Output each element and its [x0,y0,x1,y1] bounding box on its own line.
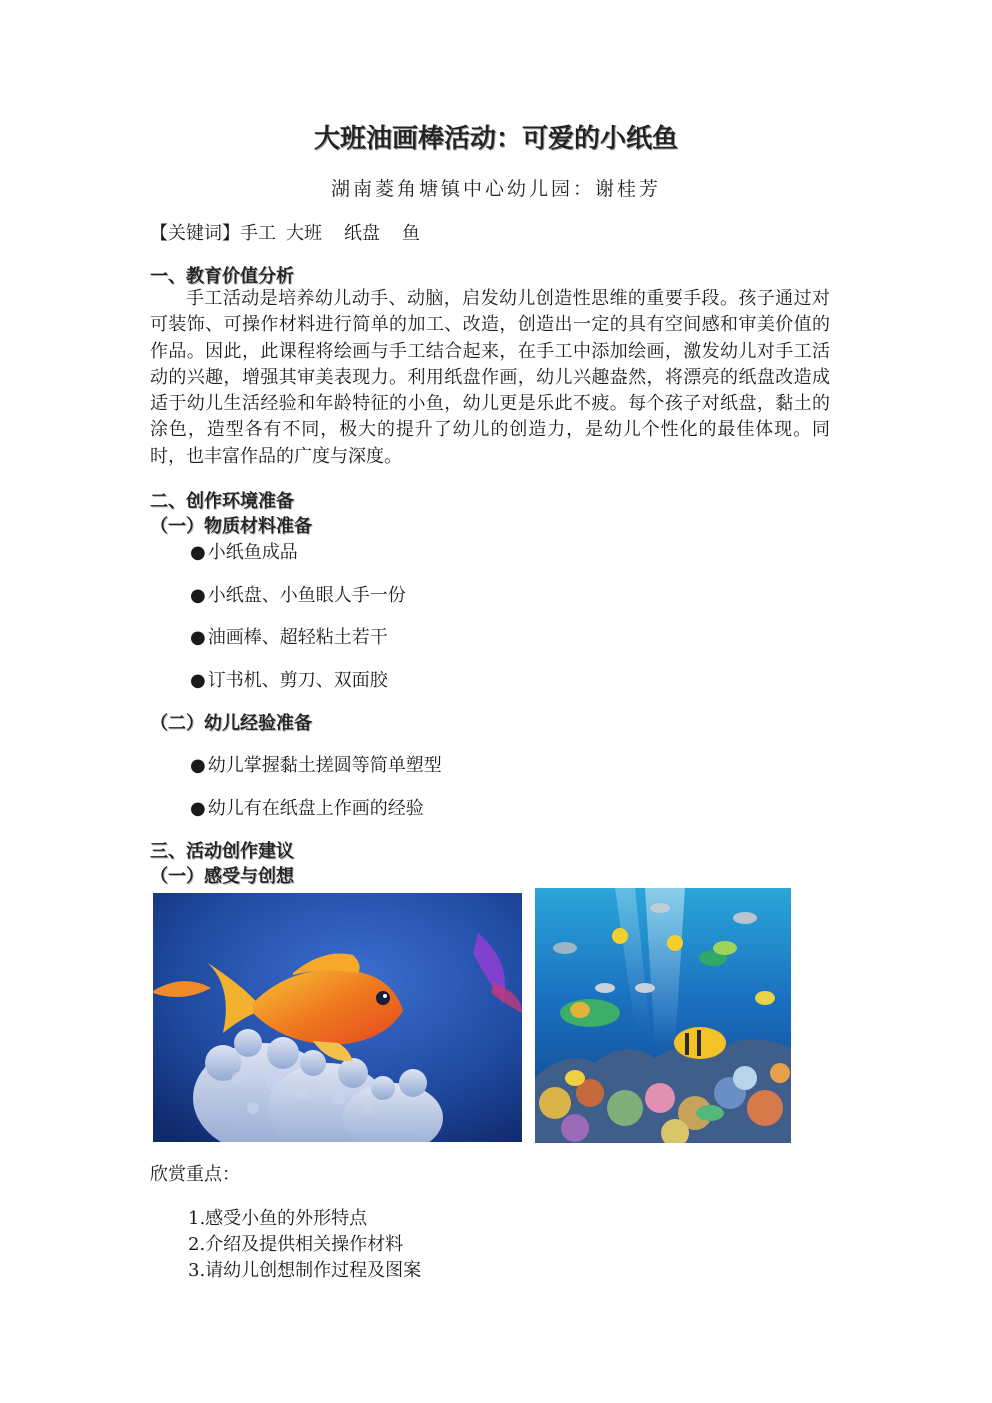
bullet-icon: ● [190,755,206,776]
keyword: 手工 [240,223,276,244]
bullet-icon: ● [190,798,206,819]
list-item [190,623,388,649]
section-heading: 二、创作环境准备 [150,491,294,512]
subsection-heading: （一）感受与创想 [150,866,294,887]
orange-fish-photo [153,893,522,1142]
section-paragraph: 手工活动是培养幼儿动手、动脑，启发幼儿创造性思维的重要手段。孩子通过对可装饰、可操作材料进行简单的加工、改造，创造出一定的具有空间感和审美价值的作品。因此，此课程将绘画与手工结合起来，在手工中添加绘画，激发幼儿对手工活动的兴趣，增强其审美表现力。利用纸盘作画，幼儿兴趣盎然，将漂亮的纸盘改造成适于幼儿生活经验和年龄特征的小鱼，幼儿更是乐此不疲。每个孩子对纸盘，黏土的涂色，造型各有不同，极大的提升了幼儿的创造力，是幼儿个性化的最佳体现。同时，也丰富作品的广度与深度。 [150,288,830,467]
section-heading: 三、活动创作建议 [150,841,294,862]
list-item-text: 订书机、剪刀、双面胶 [207,670,388,691]
bullet-icon: ● [190,542,206,563]
keywords-line [150,219,434,245]
keyword: 大班 [286,223,322,244]
document-subtitle: 湖南菱角塘镇中心幼儿园：谢桂芳 [330,178,661,200]
subsection-heading: （二）幼儿经验准备 [150,713,312,734]
keyword: 鱼 [402,223,420,244]
list-item-text: 小纸盘、小鱼眼人手一份 [207,585,406,606]
list-item [190,794,424,820]
list-item [190,538,298,564]
section-heading: 一、教育价值分析 [150,266,294,287]
list-item-text: 小纸鱼成品 [207,542,298,563]
bullet-icon: ● [190,670,206,691]
list-item-text: 油画棒、超轻粘土若干 [207,627,388,648]
list-item [190,581,406,607]
list-item: 3.请幼儿创想制作过程及图案 [188,1260,422,1281]
list-item-text: 幼儿有在纸盘上作画的经验 [207,798,424,819]
list-item [190,751,442,777]
keyword: 纸盘 [344,223,380,244]
appreciation-label: 欣赏重点： [150,1164,240,1185]
list-item: 1.感受小鱼的外形特点 [188,1208,368,1229]
document-title: 大班油画棒活动：可爱的小纸鱼 [313,124,678,154]
keywords-label: 【关键词】 [150,223,240,244]
list-item [190,666,388,692]
list-item-text: 幼儿掌握黏土搓圆等简单塑型 [207,755,442,776]
coral-reef-photo [535,888,791,1143]
subsection-heading: （一）物质材料准备 [150,516,312,537]
bullet-icon: ● [190,627,206,648]
list-item: 2.介绍及提供相关操作材料 [188,1234,404,1255]
bullet-icon: ● [190,585,206,606]
